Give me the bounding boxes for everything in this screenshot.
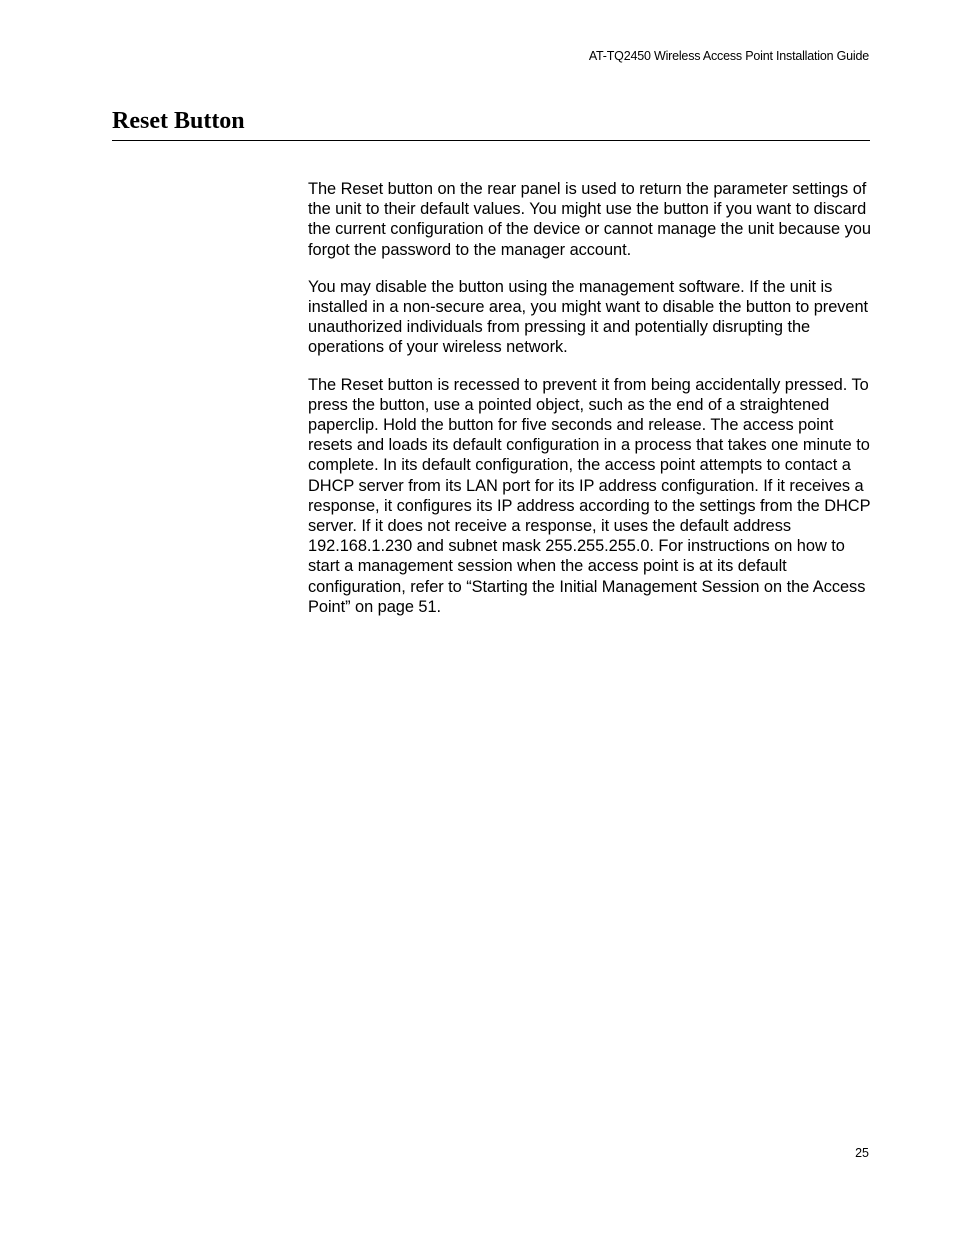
- title-divider: [112, 140, 870, 141]
- paragraph-reset-procedure: The Reset button is recessed to prevent it from being accidentally pressed. To press the button, use a pointed object, such as the end of a straightened paperclip. Hold the button for five seconds and release. The access point resets and loads its default configuration in a process that takes one minute to complete. In its default configuration, the access point attempts to contact a DHCP server from its LAN port for its IP address configuration. If it receives a response, it configures its IP address according to the settings from the DHCP server. If it does not receive a response, it uses the default address 192.168.1.230 and subnet mask 255.255.255.0. For instructions on how to start a management session when the access point is at its default configuration, refer to “Starting the Initial Management Session on the Access Point” on page 51.: [308, 375, 871, 616]
- page-number: 25: [855, 1146, 869, 1160]
- paragraph-reset-purpose: The Reset button on the rear panel is used to return the parameter settings of the unit to their default values. You might use the button if you want to discard the current configuration of the device or cannot manage the unit because you forgot the password to the manager account.: [308, 180, 871, 259]
- section-body: [308, 179, 874, 634]
- paragraph-disable-button: You may disable the button using the management software. If the unit is installed in a non-secure area, you might want to disable the button to prevent unauthorized individuals from pressing it and potentially disrupting the operations of your wireless network.: [308, 277, 869, 357]
- running-header: AT-TQ2450 Wireless Access Point Installation Guide: [588, 49, 869, 63]
- section-title: Reset Button: [112, 108, 245, 134]
